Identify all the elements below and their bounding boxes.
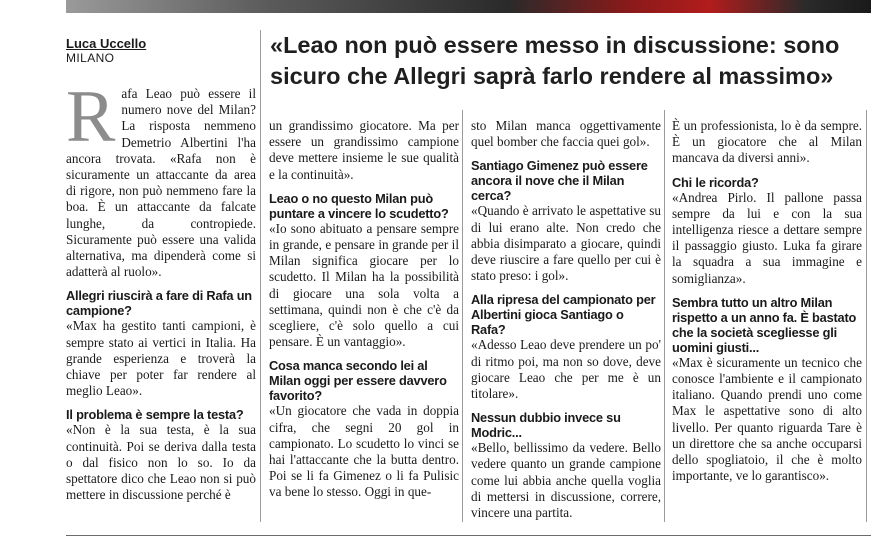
interview-answer: «Max è sicuramente un tecnico che conosce l'ambiente e il campionato italiano. Quando prendi uno come Max le aspettative sono di alto livello. Per quanto riguarda Tare è un direttore che sa anche occuparsi dello spogliatoio, il che è molto importante, ve lo garantisco». (672, 354, 862, 484)
interview-question: Chi le ricorda? (672, 174, 759, 190)
article-column-2 (269, 118, 459, 501)
byline (66, 36, 256, 65)
interview-answer: un grandissimo giocatore. Ma per essere un grandissimo campione deve mettere insieme le sue qualità e la continuità». (269, 118, 459, 182)
article-column-1 (66, 76, 256, 503)
interview-answer: «Quando è arrivato le aspettative su di lui erano alte. Non credo che abbia disimparato a giocare, quindi deve riuscire a fare quello per cui è stato preso: i gol». (471, 203, 661, 284)
author-name[interactable]: Luca Uccello (66, 36, 147, 51)
article-column-3 (471, 118, 661, 521)
interview-answer: «Max ha gestito tanti campioni, è sempre stato ai vertici in Italia. Ha grande esperienza e troverà la chiave per poter far rendere al meglio Leao». (66, 318, 256, 399)
interview-question: Alla ripresa del campionato per Albertini gioca Santiago o Rafa? (471, 292, 656, 338)
headline-line-1: «Leao non può essere messo in discussione: sono (270, 32, 840, 58)
interview-answer: «Andrea Pirlo. Il pallone passa sempre da lui e con la sua intelligenza riesce a dettare sempre il passaggio giusto. Luka fa girare la squadra a sua immagine e somiglianza». (672, 189, 862, 286)
interview-question: Il problema è sempre la testa? (66, 407, 244, 423)
interview-answer: «Non è la sua testa, è la sua continuità. Poi se deriva dalla testa o dal fisico non lo so. Io da spettatore dico che Leao non si può mettere in discussione perché è (66, 422, 256, 503)
interview-question: Cosa manca secondo lei al Milan oggi per essere davvero favorito? (269, 358, 447, 404)
drop-cap: R (66, 76, 116, 158)
interview-answer: «Un giocatore che vada in doppia cifra, che segni 20 gol in campionato. Lo scudetto lo vinci se hai l'attaccante che la butta dentro. Poi se li fa Gimenez o li fa Pulisic va bene lo stesso. Oggi in que- (269, 403, 459, 500)
interview-answer: sto Milan manca oggettivamente quel bomber che faccia quei gol». (471, 118, 661, 150)
page-bottom-rule (66, 535, 871, 536)
interview-answer: «Bello, bellissimo da vedere. Bello vedere quanto un grande campione come lui abbia anche quella voglia di mettersi in discussione, correre, vincere una partita. (471, 440, 661, 521)
interview-question: Santiago Gimenez può essere ancora il nove che il Milan cerca? (471, 158, 648, 204)
interview-question: Nessun dubbio invece su Modric... (471, 410, 621, 441)
headline-line-2: sicuro che Allegri saprà farlo rendere al massimo» (270, 63, 834, 89)
column-divider (462, 110, 463, 522)
interview-answer: È un professionista, lo è da sempre. È un giocatore che al Milan mancava da diversi anni». (672, 118, 862, 166)
intro-paragraph: Rafa Leao può essere il numero nove del Milan? La risposta nemmeno Demetrio Albertini l'ha ancora trovata. «Rafa non è sicuramente un attaccante da area di rigore, non può nemmeno fare la boa. È un attaccante da falcate lunghe, da contropiede. Sicuramente può essere una valida alternativa, ma dipenderà come si adatterà al ruolo». (66, 76, 256, 280)
column-divider (664, 110, 665, 522)
interview-question: Allegri riuscirà a fare di Rafa un campione? (66, 288, 252, 319)
column-divider (866, 110, 867, 522)
column-divider (260, 30, 261, 522)
article-column-4 (672, 118, 862, 484)
interview-question: Leao o no questo Milan può puntare a vincere lo scudetto? (269, 190, 449, 221)
dateline-city: MILANO (66, 51, 115, 65)
interview-question: Sembra tutto un altro Milan rispetto a un anno fa. È bastato che la società scegliesse gli uomini giusti... (672, 294, 857, 355)
article-photo-strip (66, 0, 871, 13)
interview-answer: «Io sono abituato a pensare sempre in grande, e pensare in grande per il Milan significa giocare per lo scudetto. Il Milan ha la possibilità di giocare una sola volta a settimana, quindi non è che c'è da scegliere, c'è solo quello a cui pensare. È un vantaggio». (269, 220, 459, 350)
interview-answer: «Adesso Leao deve prendere un po' di ritmo poi, ma non so dove, deve giocare Leao che per me è un titolare». (471, 337, 661, 402)
article-headline (270, 30, 870, 92)
